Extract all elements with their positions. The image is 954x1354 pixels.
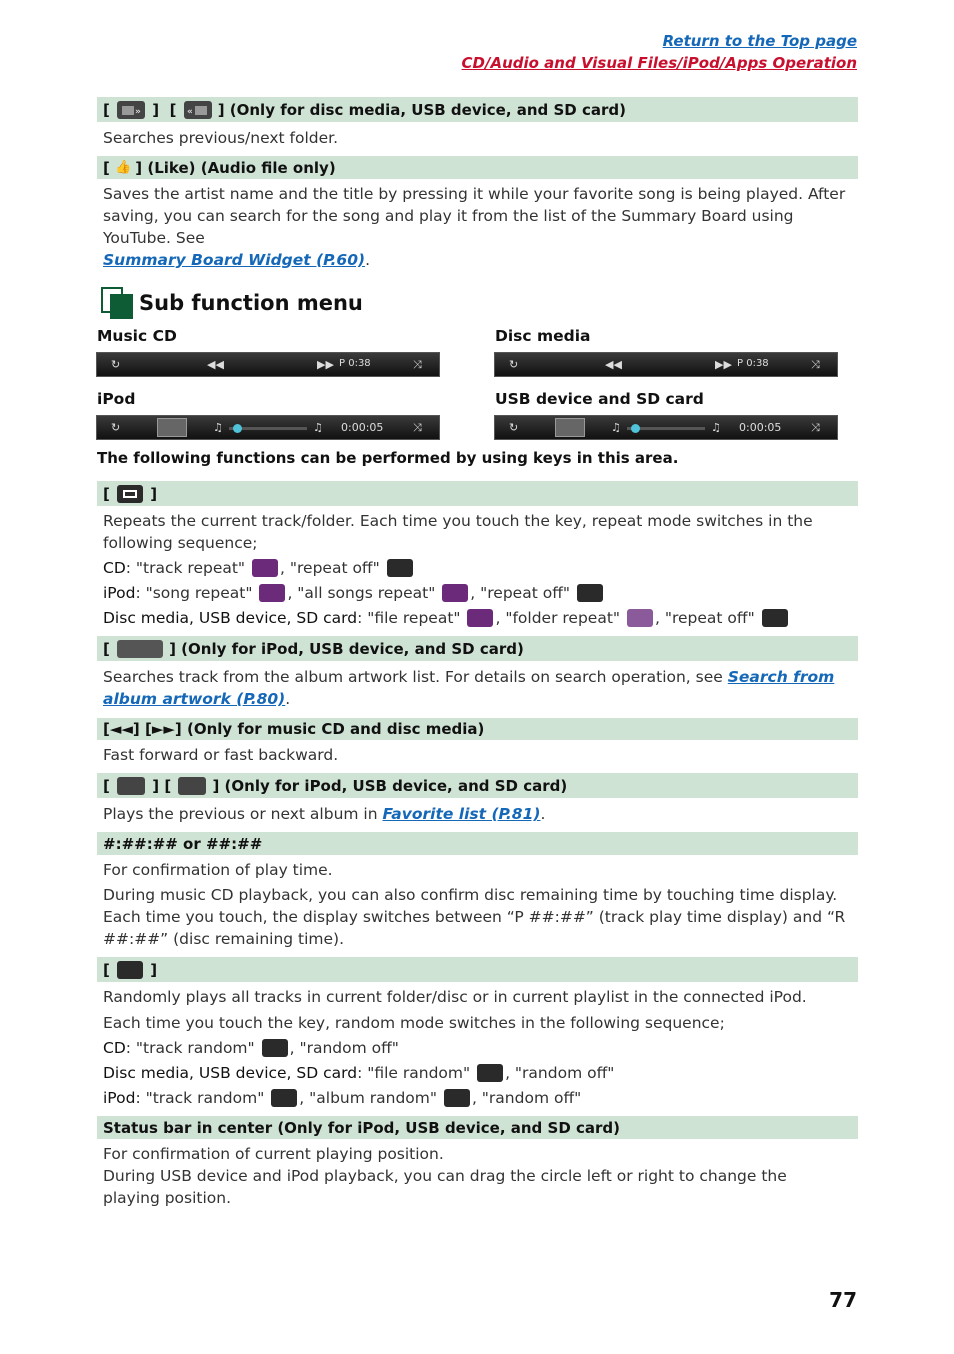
return-top-link[interactable]: Return to the Top page [662, 32, 857, 50]
fast-forward-icon[interactable]: ▶▶ [715, 358, 732, 371]
fav-section-header: [ ] [ ] (Only for iPod, USB device, and SD card) [97, 773, 858, 798]
sub-function-title: Sub function menu [139, 291, 363, 315]
repeat-icon[interactable]: ↻ [111, 421, 121, 434]
search-album-link[interactable]: Search from album artwork (P.80) [103, 668, 835, 708]
like-section-title: ] (Like) (Audio file only) [135, 158, 336, 177]
usb-sd-label: USB device and SD card [495, 390, 704, 408]
status-bar-handle[interactable] [233, 424, 242, 433]
folder-section-title: ] (Only for disc media, USB device, and SD card) [217, 100, 626, 119]
random-icon[interactable]: ⤨ [413, 421, 422, 434]
repeat-icon[interactable]: ↻ [111, 358, 121, 371]
music-cd-bar [96, 352, 440, 377]
disc-media-label: Disc media [495, 327, 591, 345]
like-section-header: [ 👍 ] (Like) (Audio file only) [97, 156, 858, 179]
repeat-off-icon [762, 609, 788, 627]
next-album-icon[interactable]: ♫ [313, 421, 323, 434]
album-artwork-icon[interactable] [555, 418, 585, 437]
repeat-icon[interactable]: ↻ [509, 358, 519, 371]
random-icon[interactable]: ⤨ [413, 358, 422, 371]
time-section-header: #:##:## or ##:## [97, 832, 858, 855]
ipod-label: iPod [97, 390, 136, 408]
like-section-body: Saves the artist name and the title by pressing it while your favorite song is being played. After saving, you can search for the song and play it from the list of the Summary Board using YouTube. See Summary Board Widget (P.60). [103, 185, 846, 269]
play-time[interactable]: 0:00:05 [341, 421, 384, 434]
random-icon[interactable]: ⤨ [811, 358, 820, 371]
next-folder-icon [117, 101, 145, 119]
ipod-bar [96, 415, 440, 440]
album-section-body: Searches track from the album artwork list. For details on search operation, see Search from album artwork (P.80). [103, 668, 835, 708]
folder-section-body: Searches previous/next folder. [103, 129, 339, 147]
file-repeat-icon [467, 609, 493, 627]
rewind-icon[interactable]: ◀◀ [605, 358, 622, 371]
next-album-icon [178, 777, 206, 795]
status-section-header: Status bar in center (Only for iPod, USB device, and SD card) [97, 1116, 858, 1139]
favorite-list-link[interactable]: Favorite list (P.81) [382, 805, 541, 823]
section-link[interactable]: CD/Audio and Visual Files/iPod/Apps Operation [461, 54, 857, 72]
track-repeat-icon [252, 559, 278, 577]
repeat-off-icon [387, 559, 413, 577]
album-section-header: [ ] (Only for iPod, USB device, and SD card) [97, 636, 858, 661]
music-cd-label: Music CD [97, 327, 177, 345]
thumbs-up-icon: 👍 [115, 160, 132, 175]
fav-section-title: ] (Only for iPod, USB device, and SD card) [212, 776, 568, 795]
random-section-header: [ ] [97, 957, 858, 982]
prev-album-icon[interactable]: ♫ [213, 421, 223, 434]
repeat-icon[interactable]: ↻ [509, 421, 519, 434]
play-time[interactable]: P 0:38 [339, 358, 371, 369]
repeat-section-header: [ ] [97, 481, 858, 506]
fav-section-body: Plays the previous or next album in Favorite list (P.81). [103, 805, 546, 823]
random-icon[interactable]: ⤨ [811, 421, 820, 434]
file-random-icon [477, 1064, 503, 1082]
status-bar-handle[interactable] [631, 424, 640, 433]
page-number: 77 [829, 1288, 857, 1312]
track-random-icon [271, 1089, 297, 1107]
repeat-icon [117, 485, 143, 503]
next-album-icon[interactable]: ♫ [711, 421, 721, 434]
album-artwork-icon [117, 640, 163, 658]
random-icon [117, 961, 143, 979]
folder-section-header: [ » ] [ « ] (Only for disc media, USB device, and SD card) [97, 97, 858, 122]
album-artwork-icon[interactable] [157, 418, 187, 437]
track-random-icon [262, 1039, 288, 1057]
summary-board-link[interactable]: Summary Board Widget (P.60) [103, 251, 366, 269]
status-section-body: For confirmation of current playing position. During USB device and iPod playback, you can drag the circle left or right to change the playing position. [103, 1145, 787, 1207]
album-random-icon [444, 1089, 470, 1107]
ff-section-body: Fast forward or fast backward. [103, 746, 339, 764]
ff-section-header: [◄◄] [►►] (Only for music CD and disc media) [97, 718, 858, 740]
fast-forward-icon[interactable]: ▶▶ [317, 358, 334, 371]
play-time[interactable]: 0:00:05 [739, 421, 782, 434]
play-time[interactable]: P 0:38 [737, 358, 769, 369]
all-songs-repeat-icon [442, 584, 468, 602]
svg-text:«: « [186, 106, 193, 117]
section-title-icon [101, 287, 133, 319]
repeat-section-body: Repeats the current track/folder. Each time you touch the key, repeat mode switches in the following sequence; CD: "track repeat" , "repeat off" iPod: "song repeat" , "all songs repeat" , "repeat off" Disc media, USB device, SD card: "file repeat" , "folder repeat" , "repeat off" [103, 512, 813, 627]
repeat-off-icon [577, 584, 603, 602]
rewind-icon[interactable]: ◀◀ [207, 358, 224, 371]
svg-text:»: » [135, 106, 141, 117]
folder-repeat-icon [627, 609, 653, 627]
prev-album-icon[interactable]: ♫ [611, 421, 621, 434]
album-section-title: ] (Only for iPod, USB device, and SD card) [169, 639, 524, 658]
functions-intro: The following functions can be performed by using keys in this area. [97, 449, 679, 467]
prev-folder-icon [184, 101, 212, 119]
disc-media-bar [494, 352, 838, 377]
usb-sd-bar [494, 415, 838, 440]
song-repeat-icon [259, 584, 285, 602]
time-section-body: For confirmation of play time. During music CD playback, you can also confirm disc remaining time by touching time display. Each time you touch, the display switches between “P ##:##” (track play time display) and “R ##:##” (disc remaining time). [103, 861, 846, 948]
random-section-body: Randomly plays all tracks in current folder/disc or in current playlist in the connected iPod. Each time you touch the key, random mode switches in the following sequence; CD: "track random" , "random off" Disc media, USB device, SD card: "file random" , "random off" iPod: "track random" , "album random" , "random off" [103, 988, 807, 1107]
prev-album-icon [117, 777, 145, 795]
